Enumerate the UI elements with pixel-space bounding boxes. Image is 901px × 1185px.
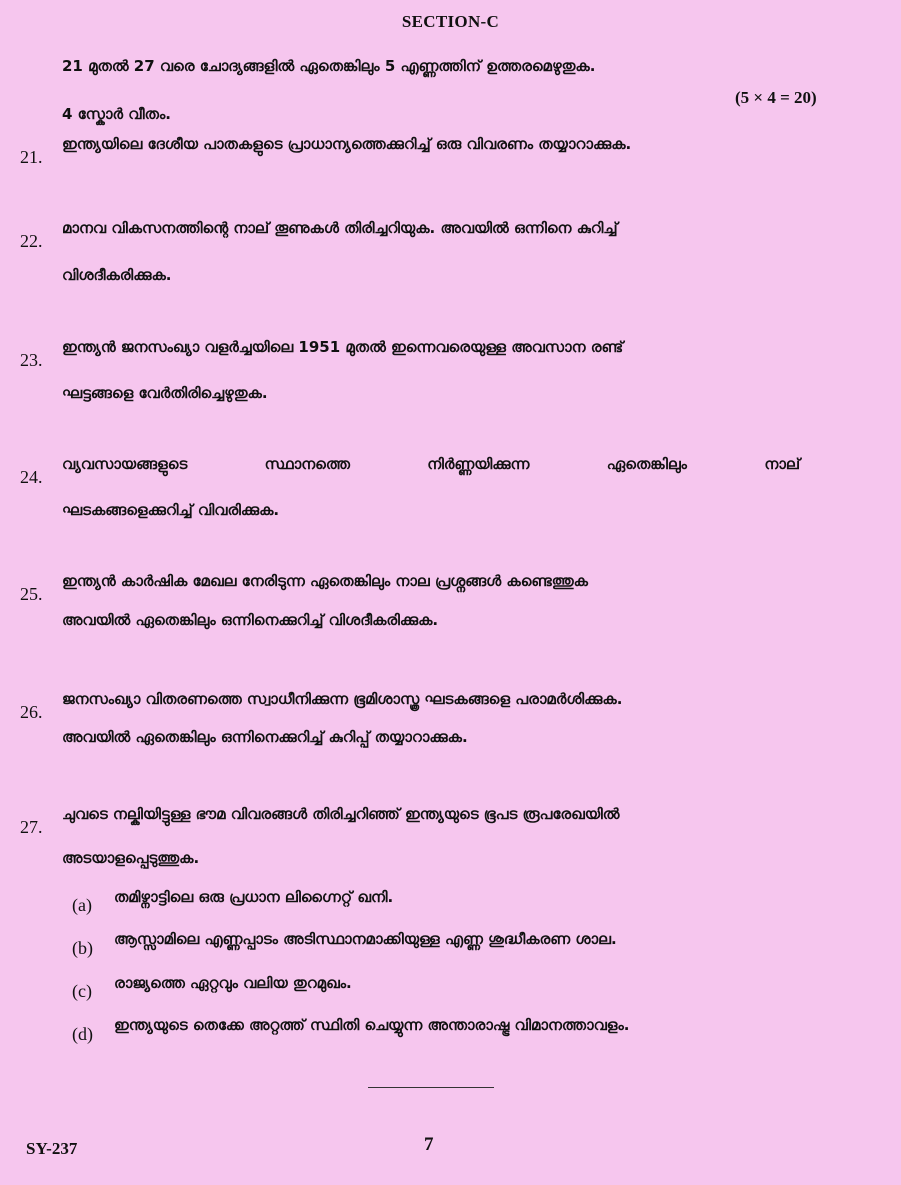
question-text: ഘട്ടങ്ങളെ വേർതിരിച്ചെഴുതുക. xyxy=(62,384,268,402)
question-text: ഇന്ത്യയിലെ ദേശീയ പാതകളുടെ പ്രാധാന്യത്തെക്കുറിച്ച് ഒരു വിവരണം തയ്യാറാക്കുക. xyxy=(62,135,632,153)
subitem-label: (a) xyxy=(72,895,92,915)
question-text: അവയിൽ ഏതെങ്കിലും ഒന്നിനെക്കുറിച്ച് വിശദീകരിക്കുക. xyxy=(62,611,439,629)
question-number: 24. xyxy=(20,467,43,487)
question-number: 22. xyxy=(20,231,43,251)
question-text: ഘടകങ്ങളെക്കുറിച്ച് വിവരിക്കുക. xyxy=(62,501,280,519)
subitem-text: ഇന്ത്യയുടെ തെക്കേ അറ്റത്ത് സ്ഥിതി ചെയ്യുന്ന അന്താരാഷ്ട്ര വിമാനത്താവളം. xyxy=(114,1016,630,1034)
subitem-text: തമിഴ്നാട്ടിലെ ഒരു പ്രധാന ലിഗ്നൈറ്റ് ഖനി. xyxy=(114,888,394,906)
instruction-line-2: 4 സ്കോർ വീതം. xyxy=(62,105,171,123)
question-number: 21. xyxy=(20,147,43,167)
word: നിർണ്ണയിക്കുന്ന xyxy=(427,455,530,473)
marks-allocation: (5 × 4 = 20) xyxy=(735,88,817,107)
question-text: ജനസംഖ്യാ വിതരണത്തെ സ്വാധീനിക്കുന്ന ഭൂമിശാസ്ത്ര ഘടകങ്ങളെ പരാമർശിക്കുക. xyxy=(62,690,623,708)
subitem-label: (c) xyxy=(72,981,92,1001)
subitem-label: (b) xyxy=(72,938,93,958)
section-title: SECTION-C xyxy=(401,12,500,31)
word: വ്യവസായങ്ങളുടെ xyxy=(62,455,188,473)
subitem-label: (d) xyxy=(72,1024,93,1044)
question-text: അടയാളപ്പെടുത്തുക. xyxy=(62,849,200,867)
word: നാല് xyxy=(764,455,800,473)
question-text: ഇന്ത്യൻ ജനസംഖ്യാ വളർച്ചയിലെ 1951 മുതൽ ഇന്നെവരെയുള്ള അവസാന രണ്ട് xyxy=(62,338,624,356)
question-number: 27. xyxy=(20,817,43,837)
question-text: ഇന്ത്യൻ കാർഷിക മേഖല നേരിടുന്ന ഏതെങ്കിലും നാല പ്രശ്നങ്ങൾ കണ്ടെത്തുക xyxy=(62,572,588,590)
question-text: മാനവ വികസനത്തിന്റെ നാല് തൂണുകൾ തിരിച്ചറിയുക. അവയിൽ ഒന്നിനെ കുറിച്ച് xyxy=(62,219,618,237)
divider xyxy=(368,1087,494,1088)
word: ഏതെങ്കിലും xyxy=(606,455,687,473)
question-number: 23. xyxy=(20,350,43,370)
question-text: വിശദീകരിക്കുക. xyxy=(62,266,172,284)
subitem-text: രാജ്യത്തെ ഏറ്റവും വലിയ തുറമുഖം. xyxy=(114,974,352,992)
question-number: 25. xyxy=(20,584,43,604)
word: സ്ഥാനത്തെ xyxy=(264,455,350,473)
question-text: അവയിൽ ഏതെങ്കിലും ഒന്നിനെക്കുറിച്ച് കുറിപ്പ് തയ്യാറാക്കുക. xyxy=(62,728,468,746)
instruction-line-1: 21 മുതൽ 27 വരെ ചോദ്യങ്ങളിൽ ഏതെങ്കിലും 5 എണ്ണത്തിന് ഉത്തരമെഴുതുക. xyxy=(62,57,596,75)
page-number: 7 xyxy=(424,1134,434,1155)
paper-code: SY-237 xyxy=(26,1139,78,1158)
subitem-text: ആസ്സാമിലെ എണ്ണപ്പാടം അടിസ്ഥാനമാക്കിയുള്ള എണ്ണ ശുദ്ധീകരണ ശാല. xyxy=(114,930,617,948)
question-text: ചുവടെ നല്കിയിട്ടുള്ള ഭൗമ വിവരങ്ങൾ തിരിച്ചറിഞ്ഞ് ഇന്ത്യയുടെ ഭൂപട രൂപരേഖയിൽ xyxy=(62,805,620,823)
question-text-justified xyxy=(62,454,800,474)
question-number: 26. xyxy=(20,702,43,722)
